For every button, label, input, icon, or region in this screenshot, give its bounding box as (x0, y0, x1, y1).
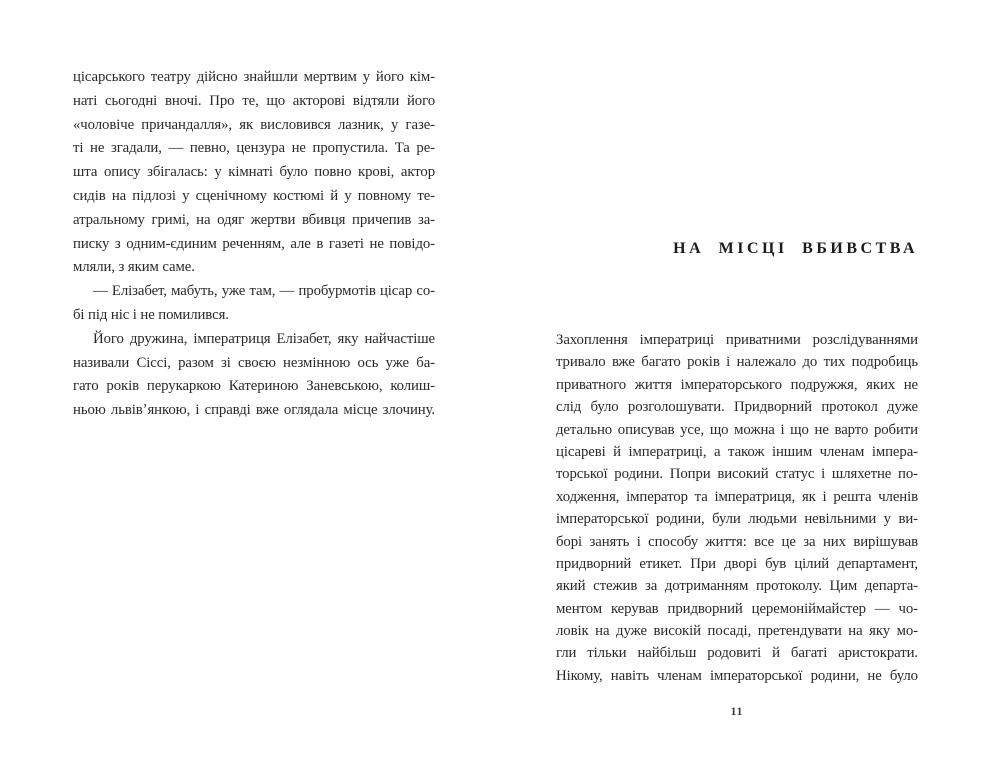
text-line: наті сьогодні вночі. Про те, що акторові відтяли його (73, 92, 435, 109)
text-line: Захоплення імператриці приватними розслідуваннями (556, 332, 918, 348)
text-line: борі занять і способу життя: все це за них вирішував (556, 533, 918, 550)
text-line: — Елізабет, мабуть, уже там, — пробурмотів цісар со- (93, 283, 435, 300)
text-line: називали Сіссі, разом зі своєю незмінною ось уже ба- (73, 354, 435, 371)
text-line: торської родини. Попри високий статус і шляхетне по- (556, 466, 918, 483)
text-line: гато років перукаркою Катериною Заневською, колиш- (73, 378, 435, 395)
text-line: тривало вже багато років і належало до тих подробиць (556, 354, 918, 371)
text-line: приватного життя імператорського подружжя, яких не (556, 376, 918, 393)
paragraph (73, 66, 435, 280)
text-line: мляли, з яким саме. (73, 259, 195, 276)
page-left-text-block (73, 66, 435, 423)
paragraph (73, 328, 435, 423)
text-line: ходження, імператор та імператриця, як і решта членів (556, 488, 918, 505)
text-line: ментом керував придворний церемоніймайстер — чо- (556, 600, 918, 617)
text-line: Його дружина, імператриця Елізабет, яку найчастіше (93, 330, 435, 347)
text-line: шта опису збігалась: у кімнаті було повно крові, актор (73, 164, 435, 181)
text-line: бі під ніс і не помилився. (73, 306, 229, 323)
paragraph (73, 280, 435, 328)
text-line: цісареві й імператриці, а також іншим членам імпера- (556, 443, 918, 460)
text-line: атральному гримі, на одяг жертви вбивця причепив за- (73, 211, 435, 228)
text-line: Нікому, навіть членам імператорської родини, не було (556, 667, 918, 684)
text-line: цісарського театру дійсно знайшли мертвим у його кім- (73, 69, 435, 85)
text-line: імператорської родини, були людьми невільними у ви- (556, 511, 918, 528)
text-line: слід було розголошувати. Придворний протокол дуже (556, 399, 918, 416)
text-line: ті не згадали, — певно, цензура не пропустила. Та ре- (73, 140, 435, 157)
text-line: який стежив за дотриманням протоколу. Цим департа- (556, 578, 918, 595)
page-number: 11 (730, 706, 744, 718)
text-line: детально описував усе, що можна і що не варто робити (556, 421, 918, 438)
chapter-heading: НА МІСЦІ ВБИВСТВА (673, 240, 918, 257)
text-line: сидів на підлозі у сценічному костюмі й у повному те- (73, 187, 435, 204)
text-line: гли тільки найбільш родовиті й багаті аристократи. (556, 645, 918, 662)
page-right-text-block (556, 329, 918, 687)
paragraph (556, 329, 918, 687)
text-line: «чоловіче причандалля», як висловився лазник, у газе- (73, 116, 435, 133)
text-line: ловік на дуже високій посаді, претендувати на яку мо- (556, 623, 918, 640)
text-line: писку з одним-єдиним реченням, але в газеті не повідо- (73, 235, 435, 252)
text-line: ньою львівʼянкою, і справді вже оглядала місце злочину. (73, 402, 435, 419)
text-line: придворний етикет. При дворі був цілий департамент, (556, 555, 918, 572)
